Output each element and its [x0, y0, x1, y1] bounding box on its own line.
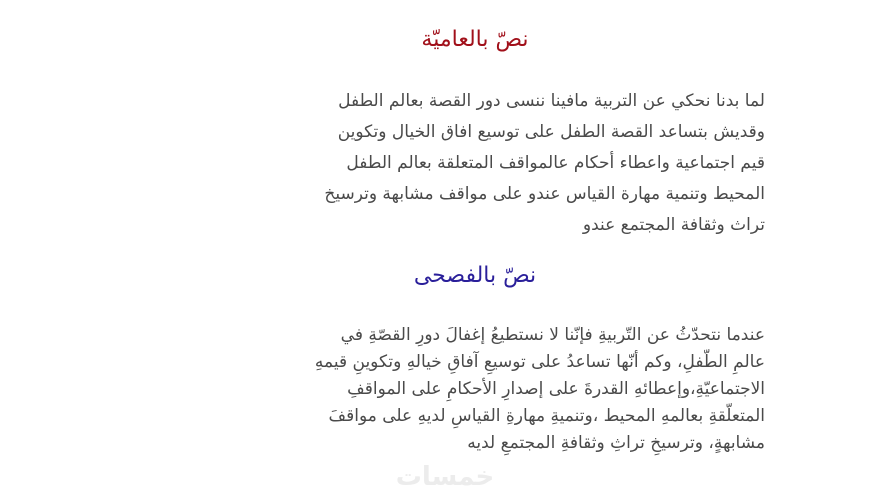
- formal-line: عالمِ الطّفلِ، وكم أنّها تساعدُ على توسيعِ آفاقِ خيالهِ وتكوينِ قيمهِ: [314, 352, 765, 372]
- watermark-logo: خمسات: [395, 462, 495, 492]
- colloquial-line: لما بدنا نحكي عن التربية مافينا ننسى دور القصة بعالم الطفل: [338, 91, 765, 111]
- colloquial-line: المحيط وتنمية مهارة القياس عندو على مواقف مشابهة وترسيخ: [324, 184, 765, 204]
- formal-paragraph: [195, 322, 765, 457]
- formal-line: مشابهةٍ، وترسيخِ تراثِ وثقافةِ المجتمعِ لديه: [467, 433, 765, 453]
- colloquial-line: وقديش بتساعد القصة الطفل على توسيع افاق الخيال وتكوين: [337, 122, 765, 142]
- colloquial-paragraph: [195, 86, 765, 241]
- formal-line: الاجتماعيّةِ،وإعطائهِ القدرةَ على إصدارِ الأحكامِ على المواقفِ: [347, 379, 765, 399]
- colloquial-line: قيم اجتماعية واعطاء أحكام عالمواقف المتعلقة بعالم الطفل: [346, 153, 765, 173]
- formal-heading: نصّ بالفصحى: [413, 263, 537, 288]
- colloquial-line: تراث وثقافة المجتمع عندو: [582, 215, 765, 235]
- colloquial-heading: نصّ بالعاميّة: [421, 27, 529, 52]
- formal-line: المتعلّقةِ بعالمهِ المحيط ،وتنميةِ مهارةِ القياسِ لديهِ على مواقفَ: [328, 406, 765, 426]
- formal-line: عندما نتحدّثُ عن التّربيةِ فإنّنا لا نستطيعُ إغفالَ دورِ القصّةِ في: [340, 325, 765, 345]
